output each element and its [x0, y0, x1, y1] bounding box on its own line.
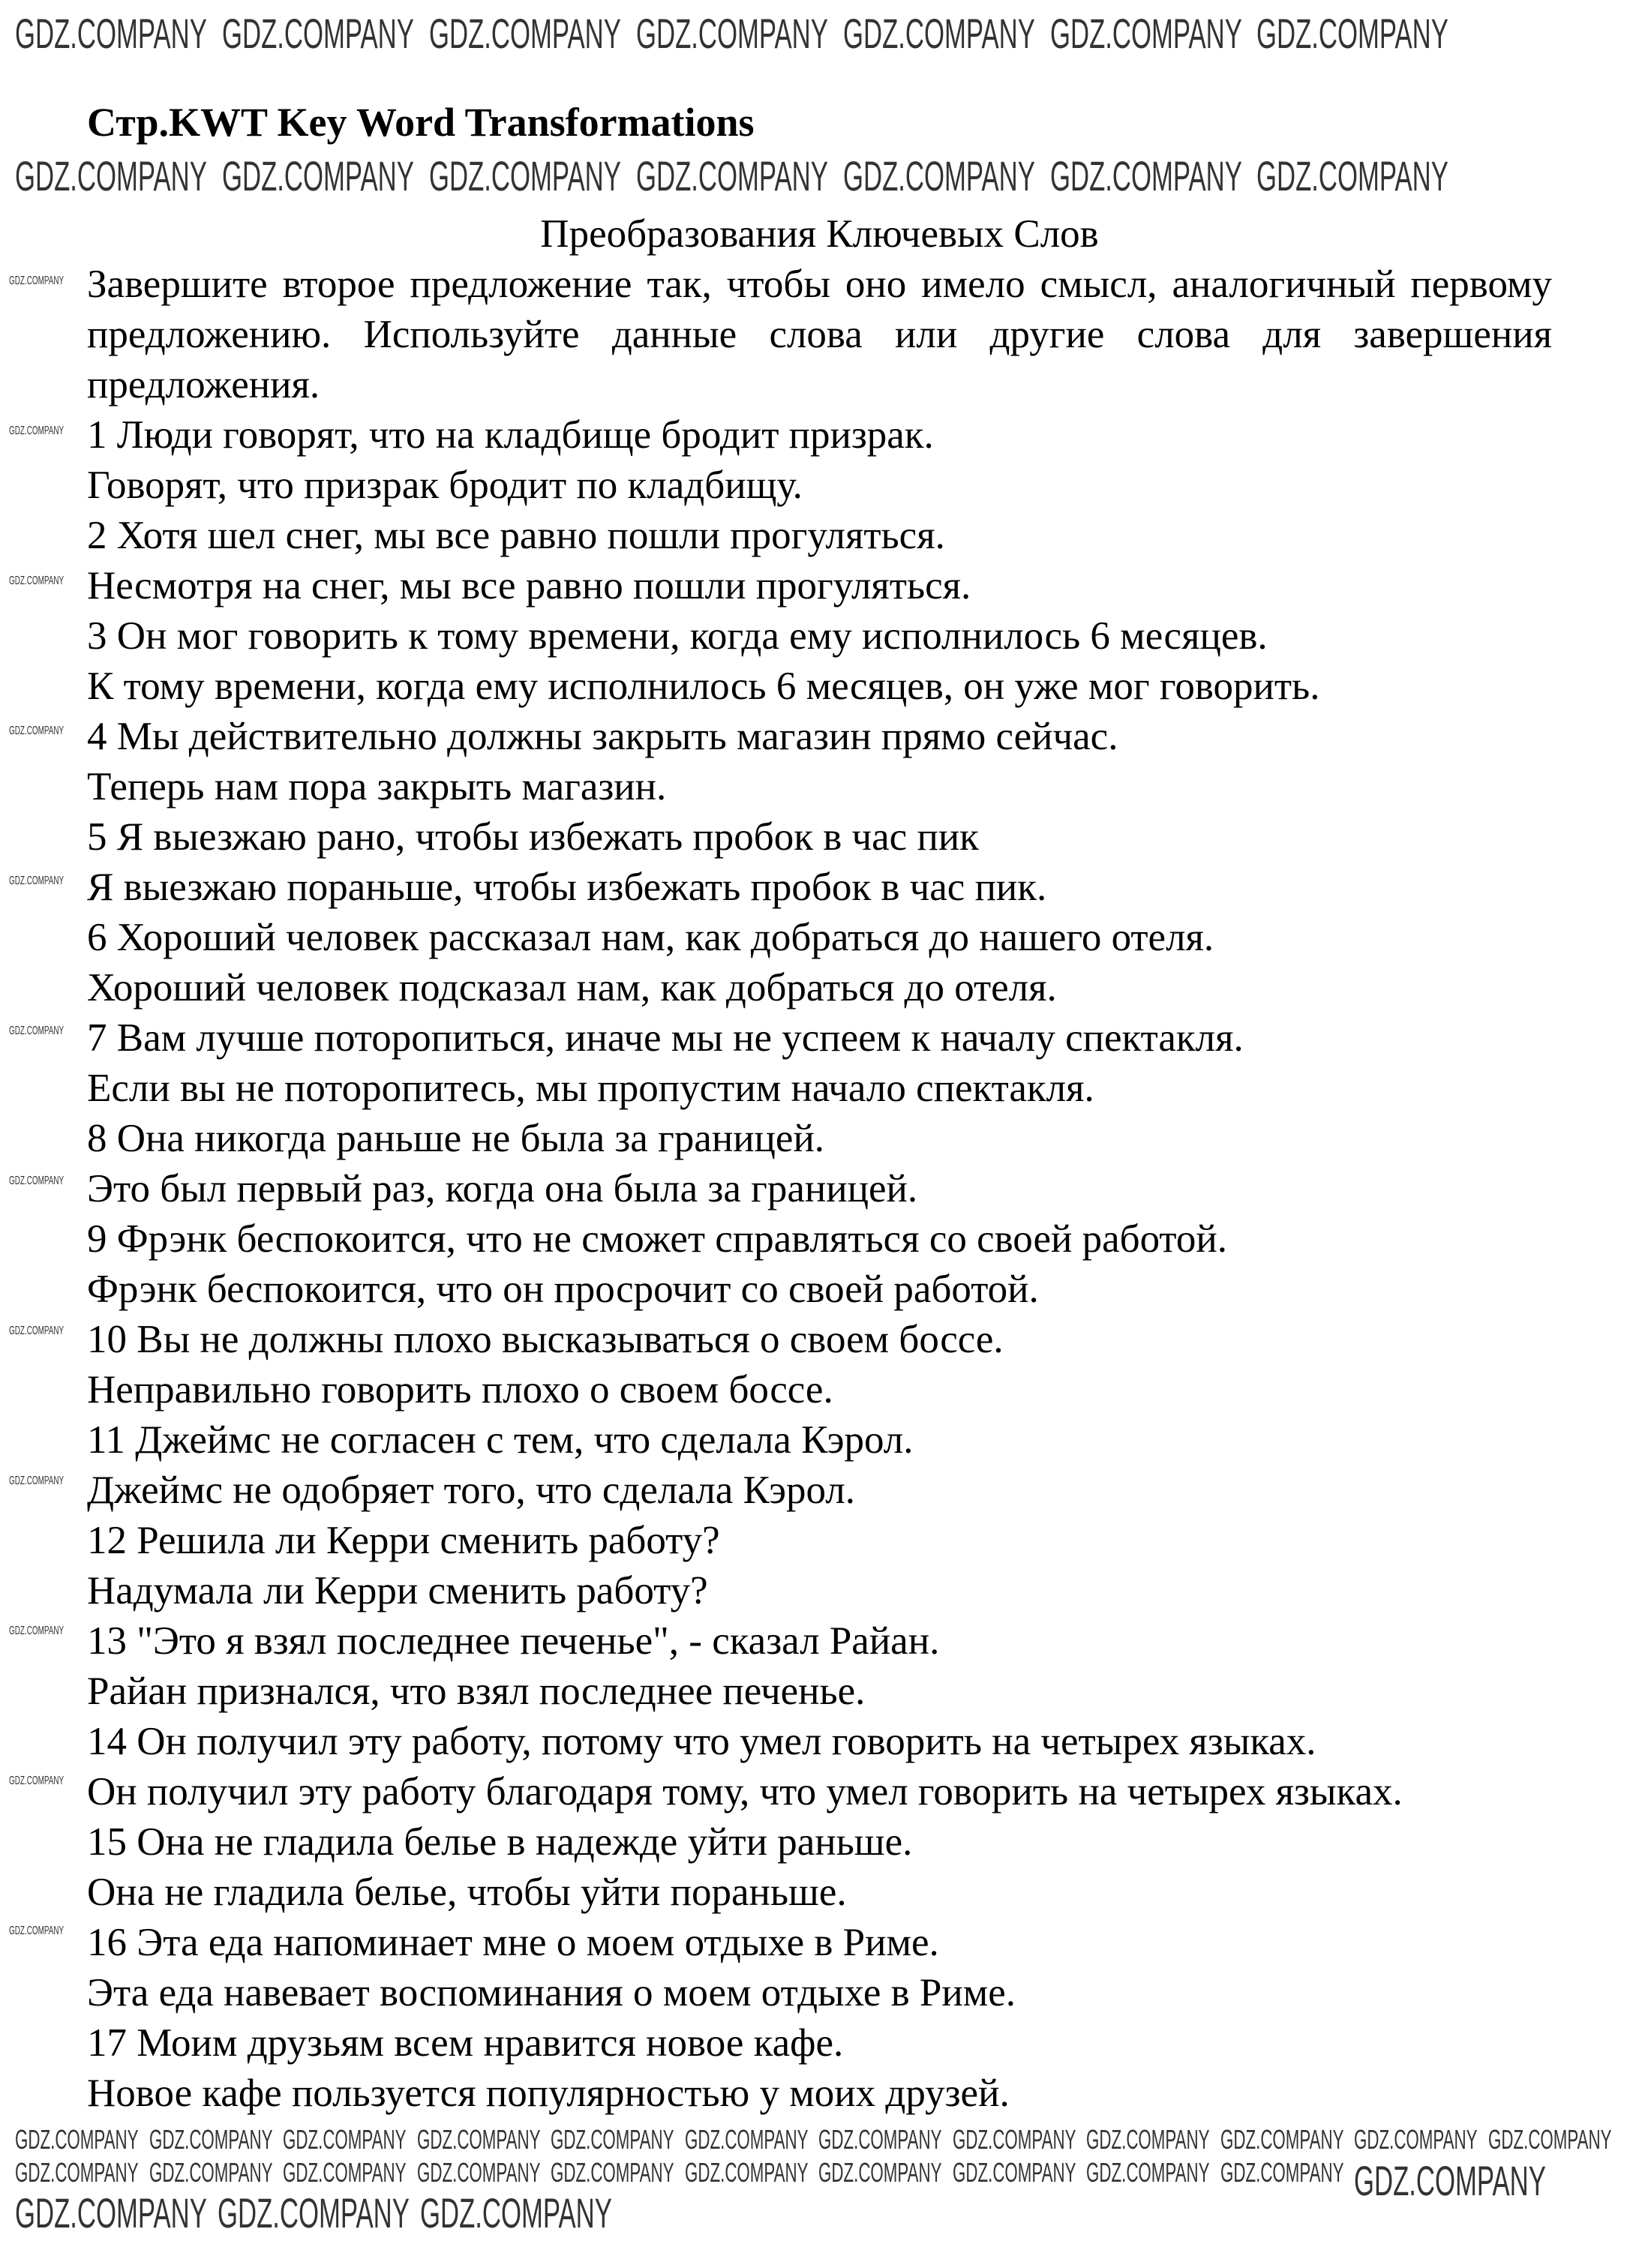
watermark: GDZ.COMPANY	[635, 10, 828, 57]
watermark: GDZ.COMPANY	[1354, 2156, 1547, 2204]
exercise-sentence: 12 Решила ли Керри сменить работу?	[87, 1519, 720, 1562]
watermark: GDZ.COMPANY	[1220, 2124, 1344, 2155]
instructions: Завершите второе предложение так, чтобы оно имело смысл, аналогичный первому предложению. Используйте данные слова или другие слова для завершения предложения.	[87, 262, 1552, 406]
page-title: Стр.KWT Key Word Transformations	[87, 100, 755, 145]
watermark: GDZ.COMPANY	[818, 2156, 942, 2188]
watermark: GDZ.COMPANY	[9, 574, 65, 587]
exercise-answer: Говорят, что призрак бродит по кладбищу.	[87, 464, 803, 507]
watermark: GDZ.COMPANY	[9, 1474, 65, 1487]
watermark: GDZ.COMPANY	[15, 152, 207, 200]
watermark: GDZ.COMPANY	[551, 2156, 674, 2188]
exercise-answer: Несмотря на снег, мы все равно пошли прогуляться.	[87, 564, 971, 608]
exercise-answer: Он получил эту работу благодаря тому, что умел говорить на четырех языках.	[87, 1770, 1403, 1814]
exercise-answer: Новое кафе пользуется популярностью у моих друзей.	[87, 2072, 1010, 2115]
watermark: GDZ.COMPANY	[9, 724, 65, 737]
watermark: GDZ.COMPANY	[1220, 2156, 1344, 2188]
exercise-answer: Надумала ли Керри сменить работу?	[87, 1569, 708, 1612]
watermark: GDZ.COMPANY	[1049, 152, 1242, 200]
exercise-sentence: 11 Джеймс не согласен с тем, что сделала Кэрол.	[87, 1418, 914, 1462]
watermark: GDZ.COMPANY	[842, 10, 1035, 57]
watermark: GDZ.COMPANY	[635, 152, 828, 200]
watermark: GDZ.COMPANY	[419, 2189, 612, 2237]
watermark: GDZ.COMPANY	[416, 2124, 541, 2155]
watermark: GDZ.COMPANY	[9, 424, 65, 437]
watermark: GDZ.COMPANY	[1086, 2156, 1210, 2188]
watermark: GDZ.COMPANY	[9, 1324, 65, 1337]
exercise-sentence: 15 Она не гладила белье в надежде уйти раньше.	[87, 1820, 913, 1864]
watermark: GDZ.COMPANY	[149, 2124, 273, 2155]
exercise-answer: Джеймс не одобряет того, что сделала Кэрол.	[87, 1468, 855, 1512]
watermark: GDZ.COMPANY	[9, 274, 65, 287]
watermark: GDZ.COMPANY	[952, 2156, 1076, 2188]
exercise-list	[87, 410, 1552, 2119]
exercise-sentence: 7 Вам лучше поторопиться, иначе мы не успеем к началу спектакля.	[87, 1016, 1244, 1060]
exercise-sentence: 6 Хороший человек рассказал нам, как добраться до нашего отеля.	[87, 916, 1214, 959]
exercise-sentence: 10 Вы не должны плохо высказываться о своем боссе.	[87, 1318, 1004, 1361]
watermark: GDZ.COMPANY	[684, 2156, 809, 2188]
watermark: GDZ.COMPANY	[9, 1624, 65, 1637]
exercise-answer: Я выезжаю пораньше, чтобы избежать пробок в час пик.	[87, 866, 1047, 909]
exercise-sentence: 13 "Это я взял последнее печенье", - сказал Райан.	[87, 1619, 940, 1663]
watermark: GDZ.COMPANY	[551, 2124, 674, 2155]
watermark: GDZ.COMPANY	[9, 1174, 65, 1187]
watermark: GDZ.COMPANY	[221, 10, 414, 57]
exercise-sentence: 3 Он мог говорить к тому времени, когда ему исполнилось 6 месяцев.	[87, 614, 1268, 658]
exercise-answer: Теперь нам пора закрыть магазин.	[87, 765, 667, 808]
watermark: GDZ.COMPANY	[428, 10, 621, 57]
watermark: GDZ.COMPANY	[416, 2156, 541, 2188]
watermark: GDZ.COMPANY	[1086, 2124, 1210, 2155]
page-subtitle: Преобразования Ключевых Слов	[540, 212, 1099, 256]
watermark: GDZ.COMPANY	[15, 2156, 139, 2188]
watermark: GDZ.COMPANY	[15, 2124, 139, 2155]
watermark: GDZ.COMPANY	[428, 152, 621, 200]
watermark: GDZ.COMPANY	[9, 874, 65, 887]
exercise-sentence: 9 Фрэнк беспокоится, что не сможет справляться со своей работой.	[87, 1217, 1227, 1261]
exercise-answer: Райан признался, что взял последнее печенье.	[87, 1670, 866, 1713]
exercise-answer: К тому времени, когда ему исполнилось 6 месяцев, он уже мог говорить.	[87, 664, 1320, 708]
exercise-answer: Фрэнк беспокоится, что он просрочит со своей работой.	[87, 1268, 1039, 1311]
exercise-sentence: 8 Она никогда раньше не была за границей.	[87, 1117, 825, 1160]
exercise-answer: Эта еда навевает воспоминания о моем отдыхе в Риме.	[87, 1971, 1016, 2014]
watermark: GDZ.COMPANY	[15, 10, 207, 57]
exercise-answer: Хороший человек подсказал нам, как добраться до отеля.	[87, 966, 1057, 1010]
exercise-answer: Неправильно говорить плохо о своем боссе.	[87, 1368, 833, 1412]
watermark: GDZ.COMPANY	[1256, 152, 1449, 200]
watermark: GDZ.COMPANY	[217, 2189, 410, 2237]
exercise-sentence: 14 Он получил эту работу, потому что умел говорить на четырех языках.	[87, 1720, 1316, 1763]
exercise-sentence: 4 Мы действительно должны закрыть магазин прямо сейчас.	[87, 715, 1118, 758]
exercise-answer: Это был первый раз, когда она была за границей.	[87, 1167, 918, 1210]
watermark: GDZ.COMPANY	[9, 1924, 65, 1937]
exercise-answer: Если вы не поторопитесь, мы пропустим начало спектакля.	[87, 1066, 1094, 1110]
watermark: GDZ.COMPANY	[842, 152, 1035, 200]
exercise-sentence: 1 Люди говорят, что на кладбище бродит призрак.	[87, 413, 934, 457]
exercise-sentence: 2 Хотя шел снег, мы все равно пошли прогуляться.	[87, 514, 945, 557]
watermark: GDZ.COMPANY	[9, 1774, 65, 1787]
watermark: GDZ.COMPANY	[1049, 10, 1242, 57]
exercise-sentence: 17 Моим друзьям всем нравится новое кафе.	[87, 2021, 844, 2065]
watermark: GDZ.COMPANY	[684, 2124, 809, 2155]
watermark: GDZ.COMPANY	[1487, 2124, 1612, 2155]
watermark: GDZ.COMPANY	[818, 2124, 942, 2155]
watermark: GDZ.COMPANY	[283, 2124, 407, 2155]
watermark: GDZ.COMPANY	[1354, 2124, 1478, 2155]
watermark: GDZ.COMPANY	[149, 2156, 273, 2188]
exercise-answer: Она не гладила белье, чтобы уйти пораньше.	[87, 1870, 847, 1914]
watermark: GDZ.COMPANY	[1256, 10, 1449, 57]
exercise-sentence: 5 Я выезжаю рано, чтобы избежать пробок в час пик	[87, 815, 979, 859]
watermark: GDZ.COMPANY	[952, 2124, 1076, 2155]
watermark: GDZ.COMPANY	[221, 152, 414, 200]
document-page	[87, 96, 1552, 2119]
watermark: GDZ.COMPANY	[283, 2156, 407, 2188]
watermark: GDZ.COMPANY	[9, 1024, 65, 1037]
watermark: GDZ.COMPANY	[15, 2189, 207, 2237]
exercise-sentence: 16 Эта еда напоминает мне о моем отдыхе в Риме.	[87, 1921, 939, 1964]
